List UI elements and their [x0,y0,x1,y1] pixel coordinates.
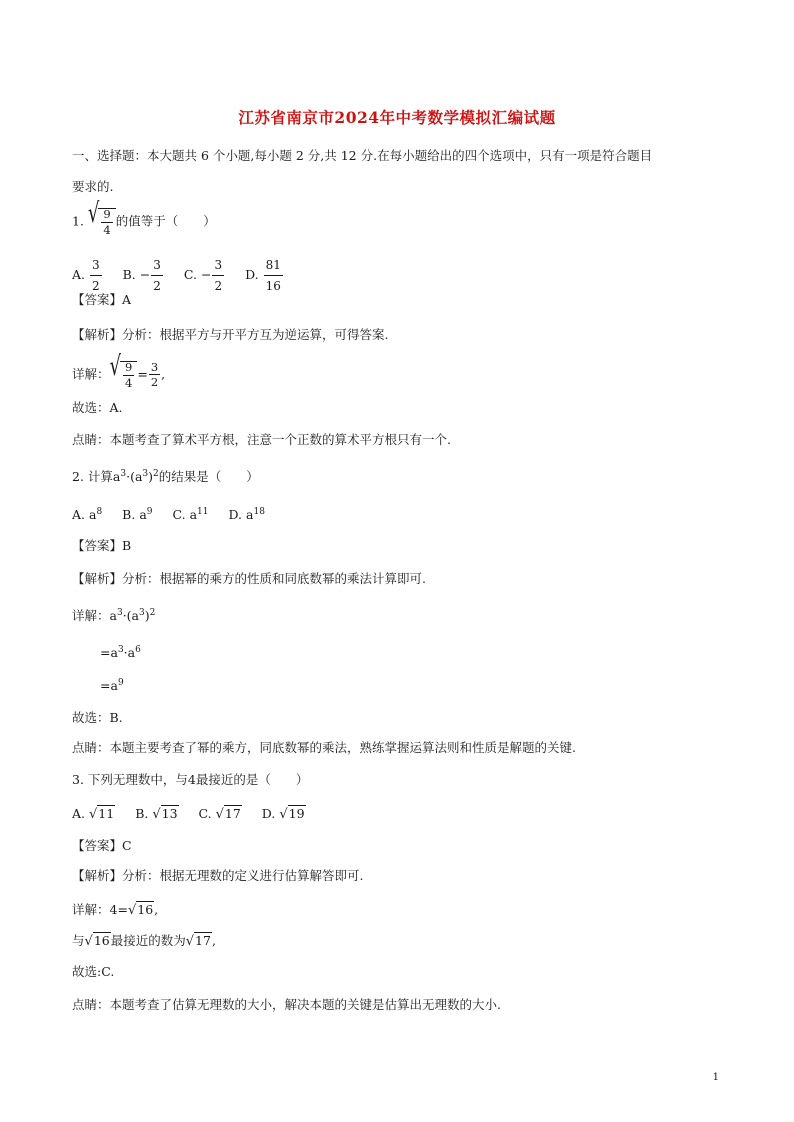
question-number: 1. [72,213,84,229]
answer: 【答案】C [72,838,132,853]
detail-step: 与 √ 16 最接近的数为 √ 17 , [72,933,216,949]
question-1-options [72,255,300,296]
radical-sign-icon: √ [109,351,121,383]
option-b: B. $a^9$ [122,506,153,522]
answer: 【答案】B [72,538,132,553]
detail-step: $=a^3\cdot a^6$ [100,644,141,660]
radical-sign-icon: √ [215,807,224,822]
option-b: B. − $\frac{3}{2}$ [123,255,164,296]
page-number: 1 [712,1072,719,1083]
option-c: C. $a^{11}$ [172,506,209,522]
option-a: A. $\frac{3}{2}$ [72,255,103,296]
option-c: C. √ 17 [198,806,241,822]
analysis: 【解析】分析：根据幂的乘方的性质和同底数幂的乘法计算即可. [72,571,426,586]
option-a: A. $a^8$ [72,506,103,522]
radical-sign-icon: √ [89,807,98,822]
question-2-options [72,507,281,523]
option-d: D. $\frac{81}{16}$ [245,255,284,296]
radical-sign-icon: √ [84,934,93,949]
question-2-stem: 2. 计算$a^3\cdot(a^3)^2$的结果是（ ） [72,468,259,484]
question-1-stem [72,198,216,237]
choice-statement: 故选:C. [72,964,115,979]
radical-sign-icon: √ [152,807,161,822]
question-3-options [72,805,322,823]
radical-sign-icon: √ [87,198,100,230]
option-d: D. √ 19 [261,806,305,822]
detail: 详解：4= √ 16 , [72,902,159,918]
detail: 详解： √ $\frac{9}{4}$ = $\frac{3}{2}$ , [72,361,165,389]
detail-step: $=a^9$ [100,677,124,693]
analysis: 【解析】分析：根据平方与开平方互为逆运算，可得答案. [72,327,389,342]
answer: 【答案】A [72,292,132,307]
radical-sign-icon: √ [185,934,195,949]
choice-statement: 故选：A. [72,400,123,415]
option-d: D. $a^{18}$ [228,506,265,522]
comment: 点睛：本题主要考查了幂的乘方，同底数幂的乘法，熟练掌握运算法则和性质是解题的关键. [72,740,576,755]
radical-sign-icon: √ [279,807,288,822]
fraction: $\frac{9}{4}$ [103,207,111,237]
section-instruction: 一、选择题：本大题共 6 个小题,每小题 2 分,共 12 分.在每小题给出的四个选项中，只有一项是符合题目 [72,148,653,163]
comment: 点睛：本题考查了算术平方根，注意一个正数的算术平方根只有一个. [72,432,451,447]
comment: 点睛：本题考查了估算无理数的大小，解决本题的关键是估算出无理数的大小. [72,997,501,1012]
option-a: A. √ 11 [72,806,115,822]
page-title: 江苏省南京市2024年中考数学模拟汇编试题 [238,108,556,127]
question-text: 的值等于（ ） [115,213,216,229]
option-b: B. √ 13 [135,806,178,822]
radical-sign-icon: √ [127,903,137,918]
detail: 详解：$a^3\cdot(a^3)^2$ [72,607,156,623]
question-3-stem: 3. 下列无理数中，与4最接近的是（ ） [72,772,309,787]
section-instruction-cont: 要求的. [72,179,114,194]
option-c: C. − $\frac{3}{2}$ [184,255,225,296]
sqrt-expression [87,198,116,237]
analysis: 【解析】分析：根据无理数的定义进行估算解答即可. [72,868,364,883]
choice-statement: 故选：B. [72,710,123,725]
